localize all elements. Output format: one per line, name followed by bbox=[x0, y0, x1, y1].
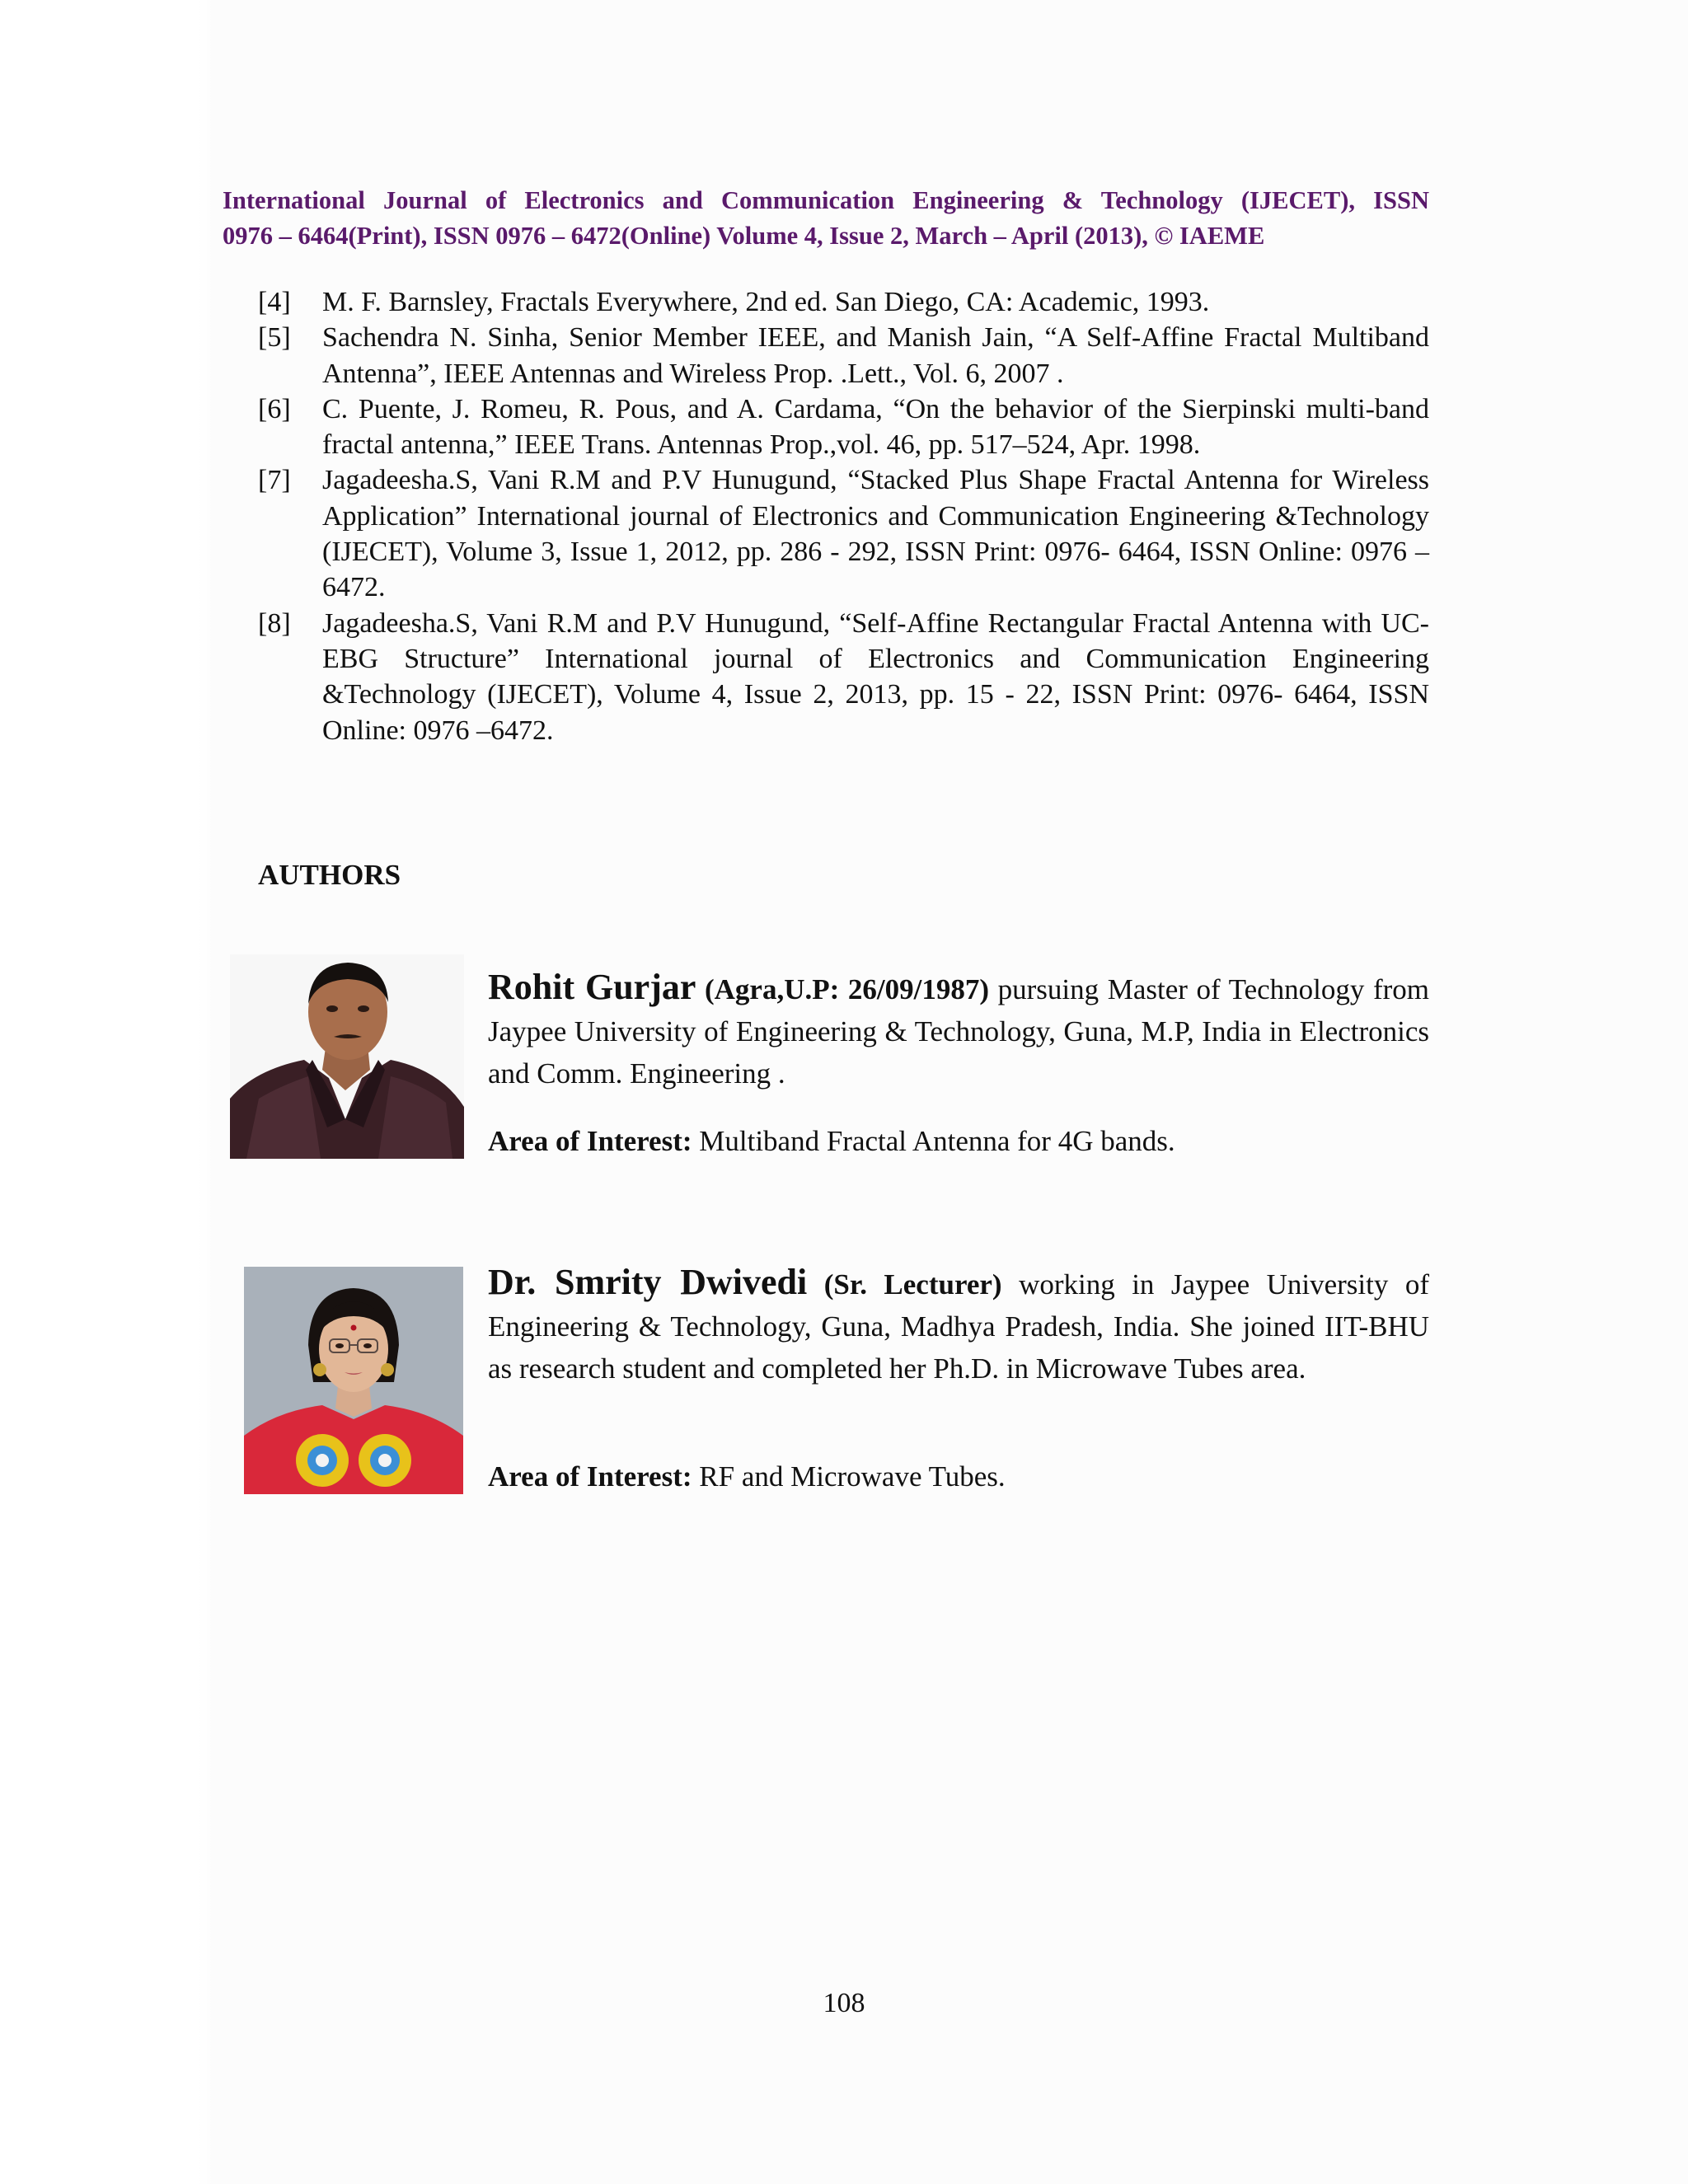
author-bio-smrity-dwivedi bbox=[488, 1261, 1429, 1390]
author-name: Dr. Smrity Dwivedi bbox=[488, 1262, 808, 1302]
reference-text: Jagadeesha.S, Vani R.M and P.V Hunugund, “Stacked Plus Shape Fractal Antenna for Wireless Application” International journal of Electronics and Communication Engineering &Technology (IJECET), Volume 3, Issue 1, 2012, pp. 286 - 292, ISSN Print: 0976- 6464, ISSN Online: 0976 –6472. bbox=[322, 465, 1429, 603]
author-interest bbox=[488, 1123, 1175, 1159]
reference-item bbox=[258, 462, 1429, 605]
interest-text: Multiband Fractal Antenna for 4G bands. bbox=[692, 1125, 1175, 1157]
author-photo-smrity-dwivedi bbox=[244, 1267, 463, 1494]
reference-number: [6] bbox=[258, 393, 291, 424]
interest-label: Area of Interest: bbox=[488, 1125, 692, 1157]
author-photo-rohit-gurjar bbox=[230, 954, 464, 1159]
reference-list bbox=[258, 284, 1429, 748]
reference-text: M. F. Barnsley, Fractals Everywhere, 2nd ed. San Diego, CA: Academic, 1993. bbox=[322, 287, 1210, 317]
reference-text: Jagadeesha.S, Vani R.M and P.V Hunugund, “Self-Affine Rectangular Fractal Antenna with UC-EBG Structure” International journal of Electronics and Communication Engineering &Technology (IJECET), Volume 4, Issue 2, 2013, pp. 15 - 22, ISSN Print: 0976- 6464, ISSN Online: 0976 –6472. bbox=[322, 607, 1429, 746]
reference-item bbox=[258, 606, 1429, 748]
reference-text: C. Puente, J. Romeu, R. Pous, and A. Cardama, “On the behavior of the Sierpinski multi-band fractal antenna,” IEEE Trans. Antennas Prop.,vol. 46, pp. 517–524, Apr. 1998. bbox=[322, 393, 1429, 461]
author-bio-rohit-gurjar bbox=[488, 966, 1429, 1094]
author-bio-text: working in Jaypee University of Engineering & Technology, Guna, Madhya Pradesh, India. She joined IIT-BHU as research student and completed her Ph.D. in Microwave Tubes area. bbox=[488, 1268, 1430, 1385]
interest-label: Area of Interest: bbox=[488, 1460, 692, 1493]
reference-number: [4] bbox=[258, 287, 291, 317]
author-meta: (Sr. Lecturer) bbox=[823, 1268, 1002, 1301]
author-bio-text: pursuing Master of Technology from Jaypee University of Engineering & Technology, Guna, M.P, India in Electronics and Comm. Engineering . bbox=[488, 973, 1430, 1090]
journal-header-line-2: 0976 – 6464(Print), ISSN 0976 – 6472(Online) Volume 4, Issue 2, March – April (2013), © IAEME bbox=[223, 222, 1265, 250]
author-name: Rohit Gurjar bbox=[488, 967, 696, 1007]
reference-item bbox=[258, 391, 1429, 463]
authors-heading: AUTHORS bbox=[258, 859, 401, 891]
author-meta: (Agra,U.P: 26/09/1987) bbox=[705, 973, 989, 1005]
journal-header-line-1: International Journal of Electronics and Communication Engineering & Technology (IJECET), ISSN bbox=[223, 186, 1429, 214]
reference-text: Sachendra N. Sinha, Senior Member IEEE, and Manish Jain, “A Self-Affine Fractal Multiband Antenna”, IEEE Antennas and Wireless Prop. .Lett., Vol. 6, 2007 . bbox=[322, 322, 1429, 389]
journal-header bbox=[223, 183, 1429, 254]
reference-number: [7] bbox=[258, 465, 291, 496]
reference-number: [8] bbox=[258, 607, 291, 639]
reference-item bbox=[258, 320, 1429, 391]
reference-number: [5] bbox=[258, 322, 291, 354]
page-number: 108 bbox=[823, 1988, 865, 2018]
reference-item bbox=[258, 284, 1429, 320]
author-interest bbox=[488, 1459, 1006, 1494]
interest-text: RF and Microwave Tubes. bbox=[692, 1460, 1006, 1493]
